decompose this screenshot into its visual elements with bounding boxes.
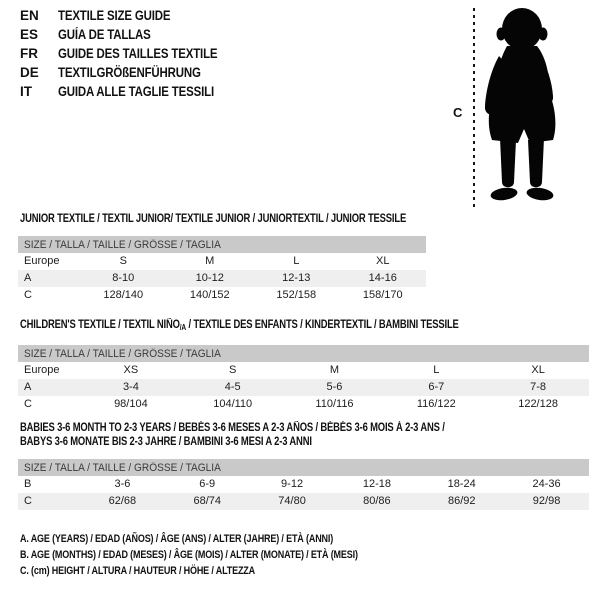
baby-silhouette-icon: [481, 8, 563, 206]
children-size-table: [18, 345, 589, 413]
language-code: DE: [20, 65, 39, 80]
cell-value: 8-10: [112, 272, 135, 284]
title-text: CHILDREN'S TEXTILE / TEXTIL $NIÑO_{/A}$ / TEXTILE DES ENFANTS / KINDERTEXTIL / BAMBINI TESSILE: [20, 319, 459, 332]
cell-value: L: [433, 364, 440, 376]
cell-value: XS: [123, 364, 139, 376]
language-row-fr: [20, 44, 246, 63]
cell-value: 86/92: [447, 495, 476, 507]
language-code: EN: [20, 8, 39, 23]
table-row: [18, 270, 426, 287]
row-label: A: [24, 272, 32, 284]
babies-table-title: [20, 421, 538, 449]
cell-value: 74/80: [278, 495, 306, 507]
table-row: [18, 253, 426, 270]
language-row-de: [20, 63, 246, 82]
cell-value: 12-13: [282, 272, 311, 284]
cell-value: 10-12: [195, 272, 224, 284]
language-row-es: [20, 25, 246, 44]
legend-line-c: C. (cm) HEIGHT / ALTURA / HAUTEUR / HÖHE / ALTEZZA: [20, 565, 256, 577]
language-label: TEXTILGRÖßENFÜHRUNG: [58, 65, 201, 80]
language-code: ES: [20, 27, 39, 42]
cell-value: M: [205, 255, 215, 267]
size-header-row: [18, 459, 589, 476]
table-row: [18, 287, 426, 304]
row-label: A: [24, 381, 32, 393]
table-row: [18, 396, 589, 413]
cell-value: 92/98: [532, 495, 561, 507]
legend-line-a: A. AGE (YEARS) / EDAD (AÑOS) / ÂGE (ANS) / ALTER (JAHRE) / ETÀ (ANNI): [20, 533, 334, 545]
table-row: [18, 362, 589, 379]
cell-value: 140/152: [189, 289, 230, 301]
row-label: Europe: [24, 255, 60, 267]
junior-size-table: [18, 236, 426, 304]
language-label: GUIDE DES TAILLES TEXTILE: [58, 46, 218, 61]
cell-value: 18-24: [447, 478, 476, 490]
language-list: [20, 6, 246, 101]
row-label: C: [24, 289, 32, 301]
cell-value: 158/170: [362, 289, 403, 301]
cell-value: 3-4: [122, 381, 139, 393]
babies-size-table: [18, 459, 589, 510]
title-text-line2: BABYS 3-6 MONATE BIS 2-3 JAHRE / BAMBINI 3-6 MESI A 2-3 ANNI: [20, 436, 312, 448]
cell-value: 4-5: [224, 381, 241, 393]
size-header-label: SIZE / TALLA / TAILLE / GRÖSSE / TAGLIA: [24, 238, 221, 251]
cell-value: L: [293, 255, 300, 267]
cell-value: 6-9: [199, 478, 216, 490]
table-row: [18, 379, 589, 396]
row-label: B: [24, 478, 32, 490]
cell-value: 14-16: [368, 272, 397, 284]
row-label: C: [24, 495, 32, 507]
height-dashed-line: [473, 8, 475, 210]
size-header-row: [18, 236, 426, 253]
size-header-row: [18, 345, 589, 362]
language-row-it: [20, 82, 246, 101]
height-marker-label: C: [453, 105, 463, 120]
cell-value: 110/116: [315, 398, 354, 410]
children-table-title: [20, 318, 555, 335]
measurement-legend: [20, 531, 432, 579]
title-text: JUNIOR TEXTILE / TEXTIL JUNIOR/ TEXTILE JUNIOR / JUNIORTEXTIL / JUNIOR TESSILE: [20, 213, 407, 225]
title-text-line1: BABIES 3-6 MONTH TO 2-3 YEARS / BEBÉS 3-6 MESES A 2-3 AÑOS / BÉBÉS 3-6 MOIS À 2-3 ANS /: [20, 422, 445, 434]
cell-value: 152/158: [276, 289, 317, 301]
cell-value: 128/140: [103, 289, 144, 301]
size-header-label: SIZE / TALLA / TAILLE / GRÖSSE / TAGLIA: [24, 461, 221, 474]
cell-value: 5-6: [326, 381, 343, 393]
cell-value: 104/110: [213, 398, 253, 410]
row-label: Europe: [24, 364, 60, 376]
size-header-label: SIZE / TALLA / TAILLE / GRÖSSE / TAGLIA: [24, 347, 221, 360]
cell-value: 116/122: [416, 398, 456, 410]
cell-value: 9-12: [281, 478, 304, 490]
language-row-en: [20, 6, 246, 25]
cell-value: 80/86: [363, 495, 391, 507]
cell-value: 7-8: [530, 381, 547, 393]
cell-value: 12-18: [362, 478, 391, 490]
cell-value: XL: [531, 364, 545, 376]
row-label: C: [24, 398, 32, 410]
cell-value: 3-6: [114, 478, 131, 490]
cell-value: S: [119, 255, 127, 267]
language-label: TEXTILE SIZE GUIDE: [58, 8, 171, 23]
size-header-cell: [18, 345, 589, 362]
legend-line-b: B. AGE (MONTHS) / EDAD (MESES) / ÂGE (MOIS) / ALTER (MONATE) / ETÀ (MESI): [20, 549, 358, 561]
cell-value: M: [329, 364, 340, 376]
cell-value: 6-7: [428, 381, 445, 393]
language-code: IT: [20, 84, 32, 99]
cell-value: XL: [376, 255, 390, 267]
cell-value: 62/68: [108, 495, 137, 507]
language-label: GUIDA ALLE TAGLIE TESSILI: [58, 84, 214, 99]
language-label: GUÍA DE TALLAS: [58, 27, 151, 42]
cell-value: 122/128: [518, 398, 558, 410]
table-row: [18, 476, 589, 493]
cell-value: 68/74: [193, 495, 221, 507]
junior-table-title: [20, 212, 491, 226]
cell-value: S: [229, 364, 237, 376]
size-header-cell: [18, 236, 426, 253]
language-code: FR: [20, 46, 38, 61]
cell-value: 24-36: [532, 478, 561, 490]
cell-value: 98/104: [114, 398, 148, 410]
title-subscript: /A: [179, 323, 186, 332]
size-header-cell: [18, 459, 589, 476]
table-row: [18, 493, 589, 510]
